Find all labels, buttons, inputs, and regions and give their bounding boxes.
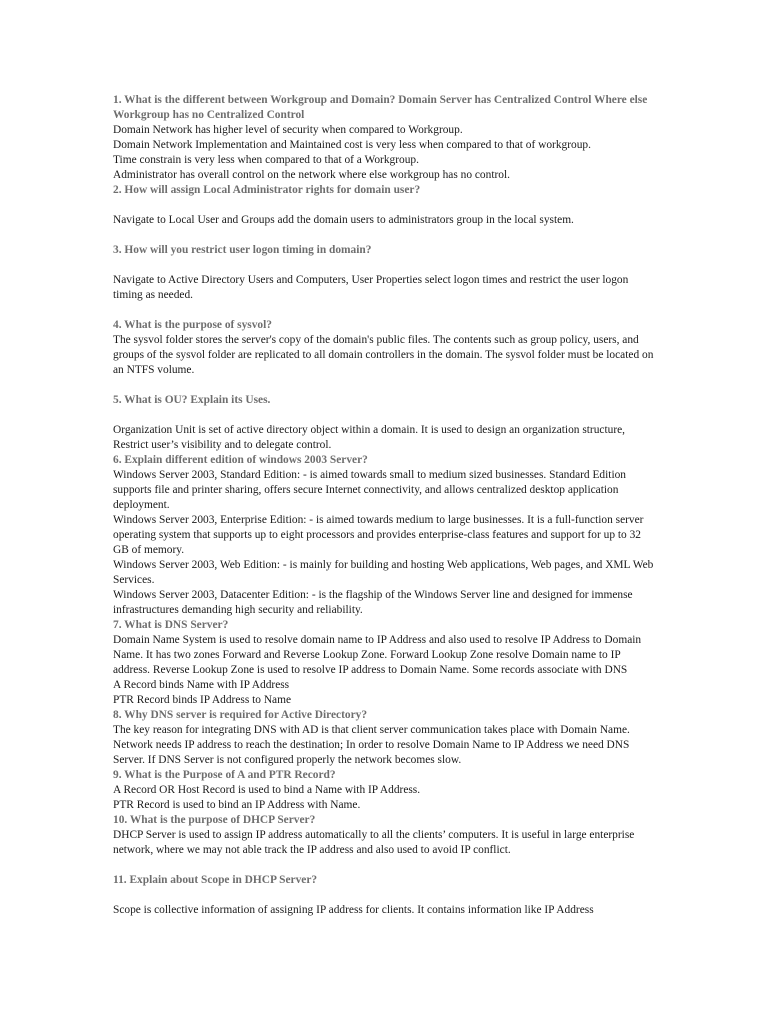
answer-paragraph: A Record binds Name with IP Address [113, 679, 290, 691]
question-heading: 7. What is DNS Server? [113, 619, 229, 631]
answer-paragraph: Domain Network has higher level of security when compared to Workgroup. [113, 124, 463, 136]
paragraph-spacer [113, 303, 658, 318]
answer-paragraph: Navigate to Active Directory Users and Computers, User Properties select logon times and restrict the user logon timing as needed. [113, 274, 629, 301]
answer-paragraph: Domain Name System is used to resolve domain name to IP Address and also used to resolve IP Address to Domain Name. It has two zones Forward and Reverse Lookup Zone. Forward Lookup Zone resolve Domain name to IP address. Reverse Lookup Zone is used to resolve IP address to Domain Name. Some records associate with DNS [113, 634, 642, 676]
question-heading: 2. How will assign Local Administrator rights for domain user? [113, 184, 421, 196]
question-heading: 4. What is the purpose of sysvol? [113, 319, 272, 331]
answer-paragraph: PTR Record binds IP Address to Name [113, 694, 292, 706]
answer-paragraph: Organization Unit is set of active directory object within a domain. It is used to design an organization structure, Restrict user’s visibility and to delegate control. [113, 424, 626, 451]
question-heading: 9. What is the Purpose of A and PTR Record? [113, 769, 336, 781]
answer-paragraph: Scope is collective information of assigning IP address for clients. It contains information like IP Address [113, 904, 594, 916]
answer-paragraph: Time constrain is very less when compared to that of a Workgroup. [113, 154, 419, 166]
question-heading: 11. Explain about Scope in DHCP Server? [113, 874, 318, 886]
question-heading: 3. How will you restrict user logon timing in domain? [113, 244, 372, 256]
answer-paragraph: Windows Server 2003, Enterprise Edition: - is aimed towards medium to large businesses. It is a full-function server operating system that supports up to eight processors and provides enterprise-class features and support for up to 32 GB of memory. [113, 514, 644, 556]
answer-paragraph: DHCP Server is used to assign IP address automatically to all the clients’ computers. It is useful in large enterprise network, where we may not able track the IP address and also used to avoid IP conflict. [113, 829, 635, 856]
answer-paragraph: Windows Server 2003, Web Edition: - is mainly for building and hosting Web applications, Web pages, and XML Web Services. [113, 559, 654, 586]
answer-paragraph: PTR Record is used to bind an IP Address with Name. [113, 799, 361, 811]
answer-paragraph: Windows Server 2003, Datacenter Edition: - is the flagship of the Windows Server line and designed for immense infrastructures demanding high security and reliability. [113, 589, 633, 616]
answer-paragraph: Windows Server 2003, Standard Edition: - is aimed towards small to medium sized businesses. Standard Edition supports file and printer sharing, offers secure Internet connectivity, and allows centralized desktop application deployment. [113, 469, 626, 511]
answer-paragraph: Administrator has overall control on the network where else workgroup has no control. [113, 169, 510, 181]
question-heading: 5. What is OU? Explain its Uses. [113, 394, 271, 406]
paragraph-spacer [113, 198, 658, 213]
question-heading: 1. What is the different between Workgroup and Domain? Domain Server has Centralized Control Where else Workgroup has no Centralized Control [113, 94, 648, 121]
paragraph-spacer [113, 228, 658, 243]
answer-paragraph: The key reason for integrating DNS with AD is that client server communication takes place with Domain Name. Network needs IP address to reach the destination; In order to resolve Domain Name to IP Address we need DNS Server. If DNS Server is not configured properly the network becomes slow. [113, 724, 630, 766]
question-heading: 6. Explain different edition of windows 2003 Server? [113, 454, 368, 466]
answer-paragraph: Navigate to Local User and Groups add the domain users to administrators group in the local system. [113, 214, 574, 226]
paragraph-spacer [113, 888, 658, 903]
answer-paragraph: A Record OR Host Record is used to bind a Name with IP Address. [113, 784, 421, 796]
document-body [113, 93, 658, 918]
answer-paragraph: The sysvol folder stores the server's copy of the domain's public files. The contents such as group policy, users, and groups of the sysvol folder are replicated to all domain controllers in the domain. The sysvol folder must be located on an NTFS volume. [113, 334, 654, 376]
question-heading: 8. Why DNS server is required for Active Directory? [113, 709, 368, 721]
paragraph-spacer [113, 408, 658, 423]
paragraph-spacer [113, 378, 658, 393]
question-heading: 10. What is the purpose of DHCP Server? [113, 814, 316, 826]
paragraph-spacer [113, 258, 658, 273]
paragraph-spacer [113, 858, 658, 873]
answer-paragraph: Domain Network Implementation and Maintained cost is very less when compared to that of workgroup. [113, 139, 591, 151]
